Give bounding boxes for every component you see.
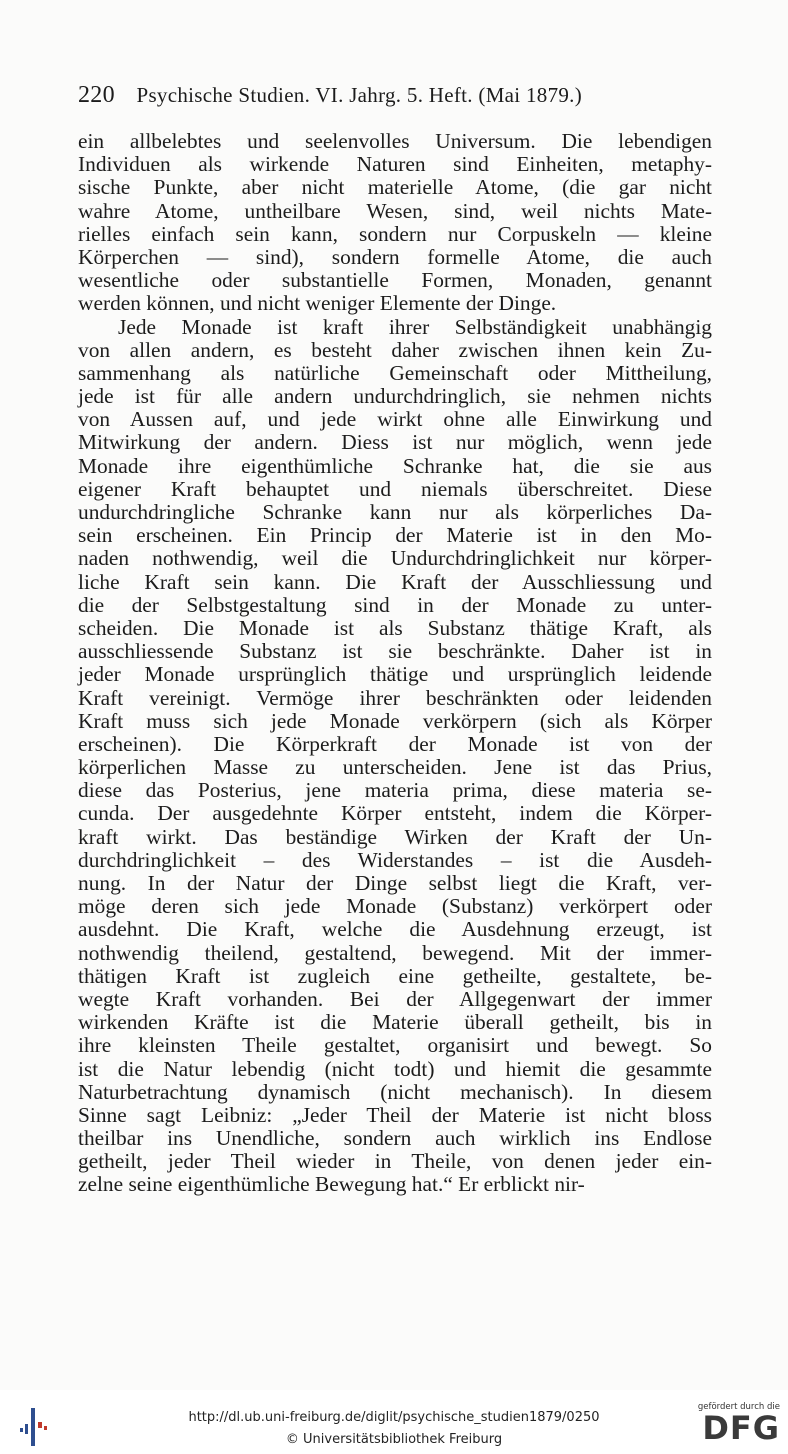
text-line: ausschliessende Substanz ist sie beschränkte. Daher ist in (78, 639, 712, 664)
text-line: möge deren sich jede Monade (Substanz) verkörpert oder (78, 894, 712, 919)
text-line: cunda. Der ausgedehnte Körper entsteht, indem die Körper- (78, 801, 712, 826)
text-line: theilbar ins Unendliche, sondern auch wirklich ins Endlose (78, 1126, 712, 1151)
text-line: kraft wirkt. Das beständige Wirken der Kraft der Un- (78, 824, 712, 849)
text-line: sammenhang als natürliche Gemeinschaft oder Mittheilung, (78, 360, 712, 385)
text-line: getheilt, jeder Theil wieder in Theile, von denen jeder ein- (78, 1149, 712, 1174)
text-line: undurchdringliche Schranke kann nur als körperliches Da- (78, 500, 712, 524)
text-line: erscheinen). Die Körperkraft der Monade ist von der (78, 731, 712, 756)
text-line: diese das Posterius, jene materia prima, diese materia se- (78, 778, 712, 803)
text-line: Körperchen — sind), sondern formelle Atome, die auch (78, 244, 712, 269)
text-line: wirkenden Kräfte ist die Materie überall getheilt, bis in (78, 1010, 712, 1035)
text-line: Individuen als wirkende Naturen sind Einheiten, metaphy- (78, 152, 712, 177)
text-line: von allen andern, es besteht daher zwischen ihnen kein Zu- (78, 337, 712, 362)
text-line: Kraft vereinigt. Vermöge ihrer beschränkten oder leidenden (78, 685, 712, 710)
text-line: wesentliche oder substantielle Formen, Monaden, genannt (78, 268, 712, 293)
dfg-logo (690, 1402, 780, 1450)
text-line: ist die Natur lebendig (nicht todt) und hiemit die gesammte (78, 1056, 712, 1081)
text-line: ein allbelebtes und seelenvolles Universum. Die lebendigen (78, 129, 712, 153)
text-line: körperlichen Masse zu unterscheiden. Jene ist das Prius, (78, 755, 712, 780)
text-line: Jede Monade ist kraft ihrer Selbständigkeit unabhängig (118, 314, 712, 339)
dfg-caption: gefördert durch die (697, 1402, 780, 1412)
body-text (78, 130, 712, 1197)
text-line: Mitwirkung der andern. Diess ist nur möglich, wenn jede (78, 430, 712, 455)
text-line: sische Punkte, aber nicht materielle Atome, (die gar nicht (78, 175, 712, 200)
running-header (78, 82, 718, 109)
text-line: Monade ihre eigenthümliche Schranke hat, die sie aus (78, 453, 712, 478)
text-line: von Aussen auf, und jede wirkt ohne alle Einwirkung und (78, 407, 712, 432)
copyright-notice: © Universitätsbibliothek Freiburg (285, 1432, 503, 1447)
text-line: wahre Atome, untheilbare Wesen, sind, weil nichts Mate- (78, 198, 712, 223)
text-line: ihre kleinsten Theile gestaltet, organisirt und bewegt. So (78, 1033, 712, 1058)
text-line: Sinne sagt Leibniz: „Jeder Theil der Materie ist nicht bloss (78, 1102, 712, 1127)
running-title: Psychische Studien. VI. Jahrg. 5. Heft. (Mai 1879.) (136, 83, 583, 107)
text-line: die der Selbstgestaltung sind in der Monade zu unter- (78, 592, 712, 617)
text-line: jede ist für alle andern undurchdringlich, sie nehmen nichts (78, 384, 712, 409)
text-line: liche Kraft sein kann. Die Kraft der Ausschliessung und (78, 569, 712, 594)
text-line: nothwendig theilend, gestaltend, bewegend. Mit der immer- (78, 940, 712, 965)
text-line: naden nothwendig, weil die Undurchdringlichkeit nur körper- (78, 546, 712, 571)
text-line: scheiden. Die Monade ist als Substanz thätige Kraft, als (78, 615, 712, 640)
page-number: 220 (78, 82, 115, 108)
text-line: ausdehnt. Die Kraft, welche die Ausdehnung erzeugt, ist (78, 917, 712, 942)
dfg-logo-text: DFG (702, 1409, 780, 1447)
text-line: jeder Monade ursprünglich thätige und ursprünglich leidende (78, 662, 712, 687)
source-url[interactable]: http://dl.ub.uni-freiburg.de/diglit/psychische_studien1879/0250 (188, 1410, 600, 1425)
text-line: zelne seine eigenthümliche Bewegung hat.“ Er erblickt nir- (78, 1172, 585, 1197)
text-line: rielles einfach sein kann, sondern nur Corpuskeln — kleine (78, 221, 712, 246)
text-line: Kraft muss sich jede Monade verkörpern (sich als Körper (78, 708, 712, 733)
text-line: eigener Kraft behauptet und niemals überschreitet. Diese (78, 476, 712, 501)
text-line: wegte Kraft vorhanden. Bei der Allgegenwart der immer (78, 986, 712, 1011)
text-line: Naturbetrachtung dynamisch (nicht mechanisch). In diesem (78, 1079, 712, 1104)
text-line: durchdringlichkeit – des Widerstandes – ist die Ausdeh- (78, 847, 712, 872)
text-line: werden können, und nicht weniger Elemente der Dinge. (78, 291, 557, 316)
text-line: nung. In der Natur der Dinge selbst liegt die Kraft, ver- (78, 871, 712, 895)
text-line: sein erscheinen. Ein Princip der Materie ist in den Mo- (78, 523, 712, 548)
text-line: thätigen Kraft ist zugleich eine getheilte, gestaltete, be- (78, 963, 712, 988)
